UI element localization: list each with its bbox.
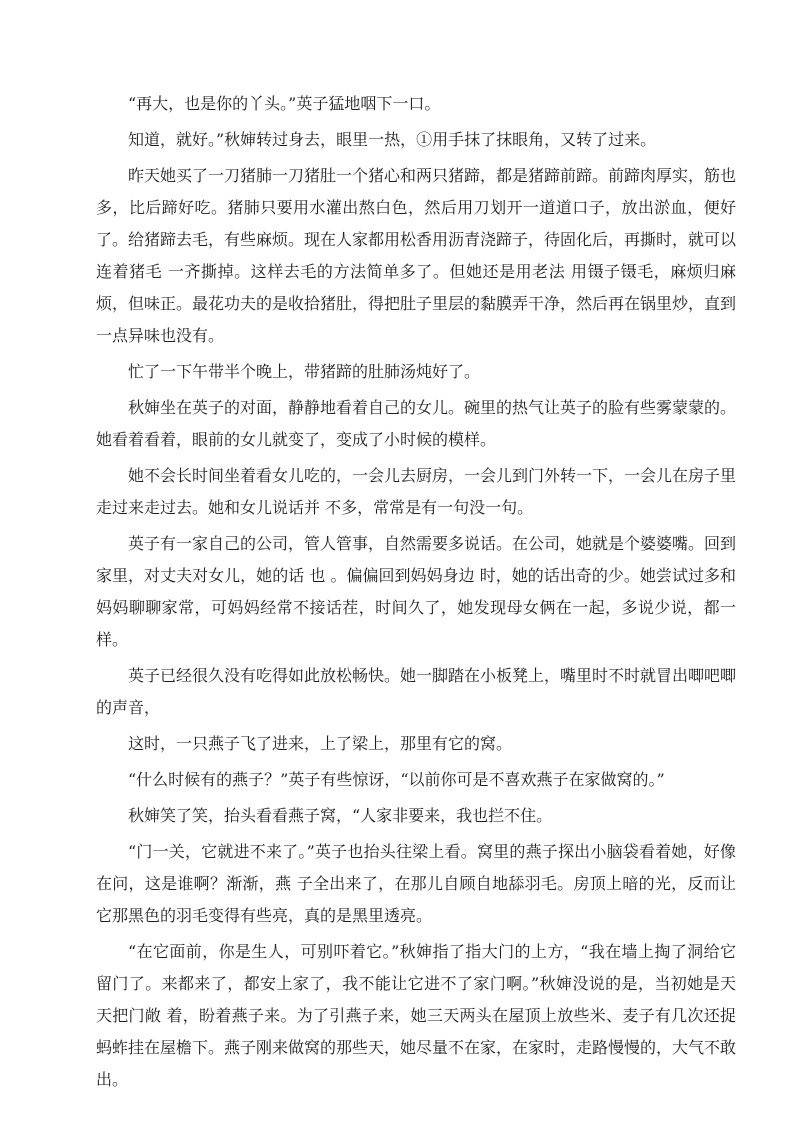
paragraph-10: “什么时候有的燕子？”英子有些惊讶，“以前你可是不喜欢燕子在家做窝的。” <box>128 770 665 789</box>
paragraph-2: 知道，就好。”秋婶转过身去，眼里一热，①用手抹了抹眼角，又转了过来。 <box>128 130 657 149</box>
paragraph-9: 这时，一只燕子飞了进来，上了梁上，那里有它的窝。 <box>128 734 513 753</box>
paragraph-4: 忙了一下午带半个晚上，带猪蹄的肚肺汤炖好了。 <box>128 362 481 381</box>
paragraph-1: “再大，也是你的丫头。”英子猛地咽下一口。 <box>128 94 441 113</box>
paragraph-3: 昨天她买了一刀猪肺一刀猪肚一个猪心和两只猪蹄，都是猪蹄前蹄。前蹄肉厚实，筋也多，比后蹄好吃。猪肺只要用水灌出熬白色，然后用刀划开一道道口子，放出淤血，便好了。给猪蹄去毛，有些麻烦。现在人家都用松香用沥青浇蹄子，待固化后，再撕时，就可以连着猪毛 一齐撕掉。这样去毛的方法简单多了。但她还是用老法 用镊子镊毛，麻烦归麻烦，但味正。最花功夫的是收拾猪肚，得把肚子里层的黏膜弄干净，然后再在锅里炒，直到一点异味也没有。 <box>96 166 737 345</box>
paragraph-6: 她不会长时间坐着看女儿吃的，一会儿去厨房，一会儿到门外转一下，一会儿在房子里走过来走过去。她和女儿说话并 不多，常常是有一句没一句。 <box>96 466 737 517</box>
paragraph-7: 英子有一家自己的公司，管人管事，自然需要多说话。在公司，她就是个婆婆嘴。回到家里，对丈夫对女儿，她的话 也 。偏偏回到妈妈身边 时，她的话出奇的少。她尝试过多和妈妈聊聊家常，可妈妈经常不接话茬，时间久了，她发现母女俩在一起，多说少说，都一样。 <box>96 534 737 649</box>
paragraph-11: 秋婶笑了笑，抬头看看燕子窝，“人家非要来，我也拦不住。 <box>128 806 553 825</box>
paragraph-12: “门一关，它就进不来了。”英子也抬头往梁上看。窝里的燕子探出小脑袋看着她，好像在问，这是谁啊？渐渐，燕 子全出来了，在那儿自顾自地舔羽毛。房顶上暗的光，反而让它那黑色的羽毛变得有些亮，真的是黑里透亮。 <box>96 842 736 925</box>
document-body <box>96 88 736 1100</box>
paragraph-13: “在它面前，你是生人，可别吓着它。”秋婶指了指大门的上方，“我在墙上掏了洞给它留门了。来都来了，都安上家了，我不能让它进不了家门啊。”秋婶没说的是，当初她是天 天把门敞 着，盼着燕子来。为了引燕子来，她三天两头在屋顶上放些米、麦子有几次还捉蚂蚱挂在屋檐下。燕子刚来做窝的那些天，她尽量不在家，在家时，走路慢慢的，大气不敢出。 <box>96 942 737 1089</box>
paragraph-5: 秋婶坐在英子的对面，静静地看着自己的女儿。碗里的热气让英子的脸有些雾蒙蒙的。她看着看着，眼前的女儿就变了，变成了小时候的模样。 <box>96 398 737 449</box>
paragraph-8: 英子已经很久没有吃得如此放松畅快。她一脚踏在小板凳上，嘴里时不时就冒出唧吧唧的声音， <box>96 666 737 717</box>
